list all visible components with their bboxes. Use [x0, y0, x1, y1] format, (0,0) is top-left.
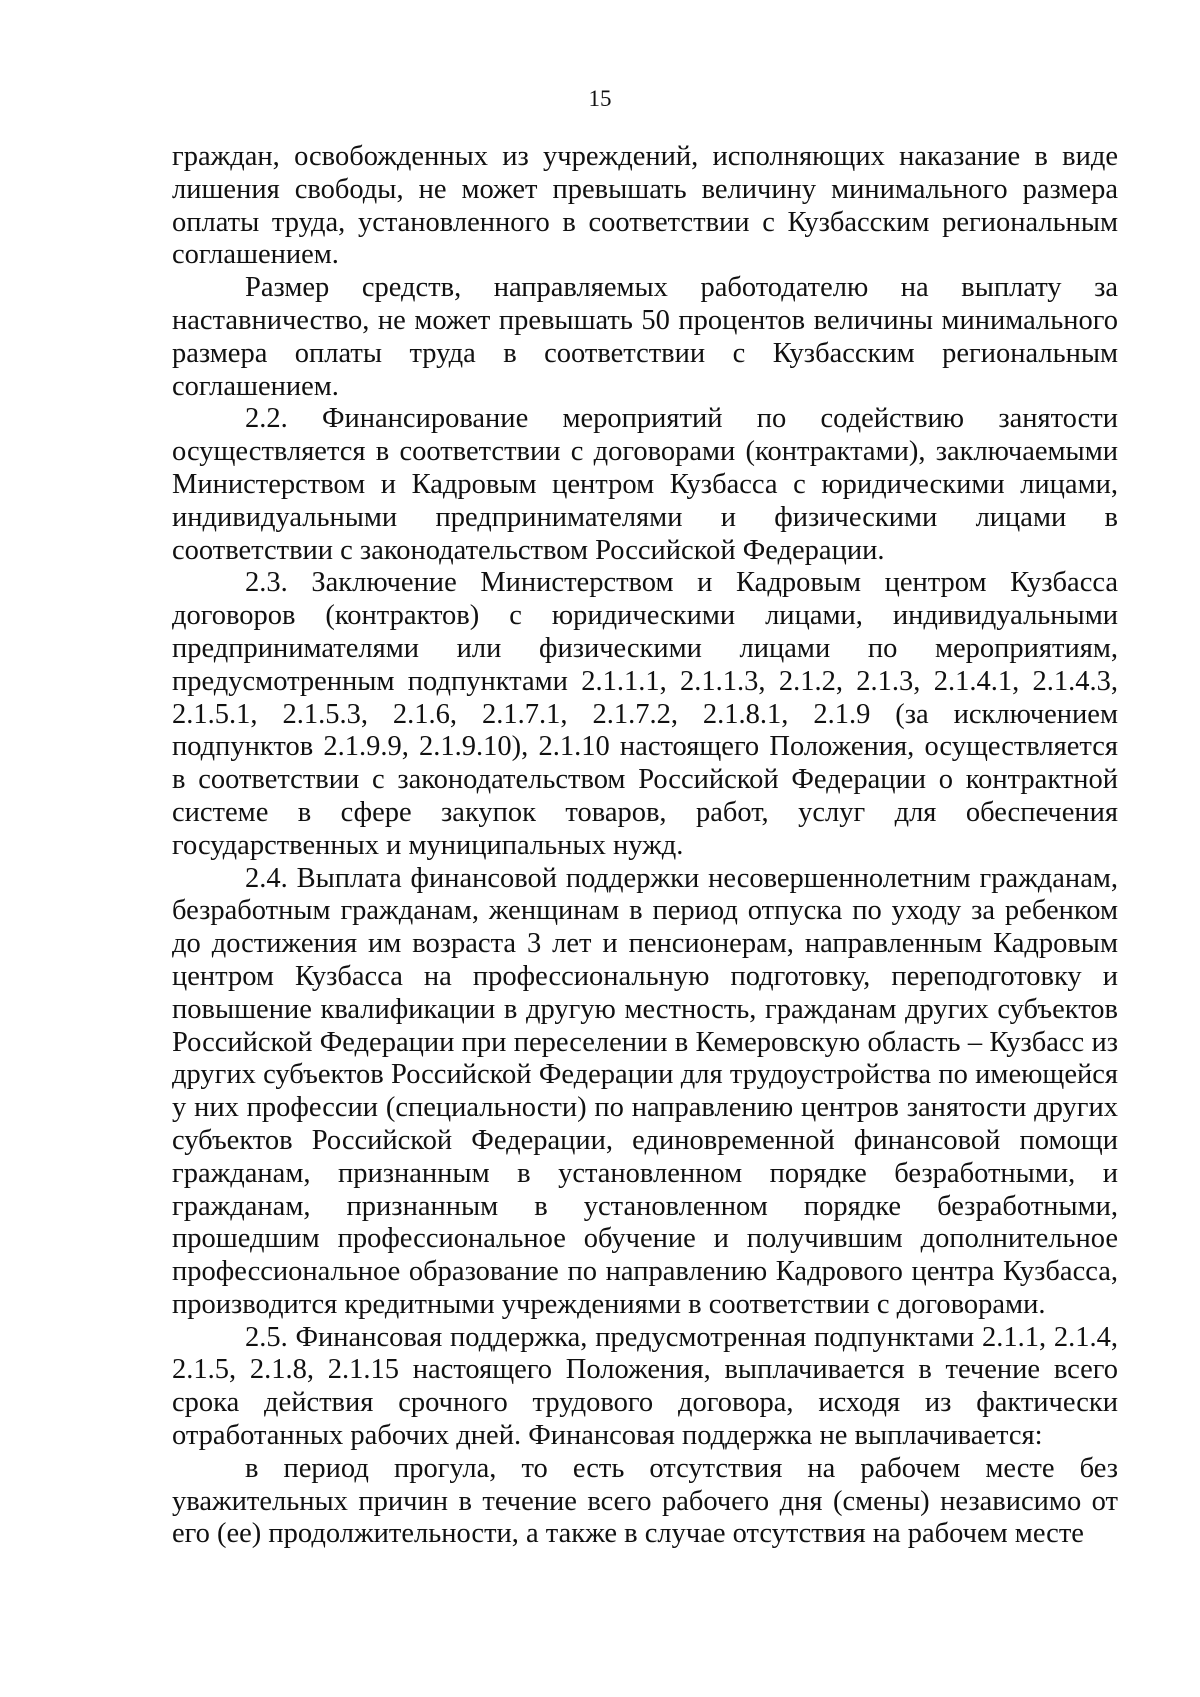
paragraph-2-2: 2.2. Финансирование мероприятий по содействию занятости осуществляется в соответствии с договорами (контрактами), заключаемыми Министерством и Кадровым центром Кузбасса с юридическими лицами, индивидуальными предпринимателями и физическими лицами в соответствии с законодательством Российской Федерации.	[172, 403, 1118, 566]
paragraph-mentorship-limit: Размер средств, направляемых работодателю на выплату за наставничество, не может превышать 50 процентов величины минимального размера оплаты труда в соответствии с Кузбасским региональным соглашением.	[172, 272, 1118, 402]
paragraph-2-3: 2.3. Заключение Министерством и Кадровым центром Кузбасса договоров (контрактов) с юридическими лицами, индивидуальными предпринимателями или физическими лицами по мероприятиям, предусмотренным подпунктами 2.1.1.1, 2.1.1.3, 2.1.2, 2.1.3, 2.1.4.1, 2.1.4.3, 2.1.5.1, 2.1.5.3, 2.1.6, 2.1.7.1, 2.1.7.2, 2.1.8.1, 2.1.9 (за исключением подпунктов 2.1.9.9, 2.1.9.10), 2.1.10 настоящего Положения, осуществляется в соответствии с законодательством Российской Федерации о контрактной системе в сфере закупок товаров, работ, услуг для обеспечения государственных и муниципальных нужд.	[172, 567, 1118, 861]
paragraph-continuation: граждан, освобожденных из учреждений, исполняющих наказание в виде лишения свободы, не может превышать величину минимального размера оплаты труда, установленного в соответствии с Кузбасским региональным соглашением.	[172, 141, 1118, 271]
paragraph-absence: в период прогула, то есть отсутствия на рабочем месте без уважительных причин в течение всего рабочего дня (смены) независимо от его (ее) продолжительности, а также в случае отсутствия на рабочем месте	[172, 1452, 1118, 1550]
page-number: 15	[588, 86, 612, 111]
paragraph-2-4: 2.4. Выплата финансовой поддержки несовершеннолетним гражданам, безработным гражданам, женщинам в период отпуска по уходу за ребенком до достижения им возраста 3 лет и пенсионерам, направленным Кадровым центром Кузбасса на профессиональную подготовку, переподготовку и повышение квалификации в другую местность, гражданам других субъектов Российской Федерации при переселении в Кемеровскую область – Кузбасс из других субъектов Российской Федерации для трудоустройства по имеющейся у них профессии (специальности) по направлению центров занятости других субъектов Российской Федерации, единовременной финансовой помощи гражданам, признанным в установленном порядке безработными, и гражданам, признанным в установленном порядке безработными, прошедшим профессиональное обучение и получившим дополнительное профессиональное образование по направлению Кадрового центра Кузбасса, производится кредитными учреждениями в соответствии с договорами.	[172, 862, 1118, 1320]
document-body	[172, 141, 1118, 1551]
paragraph-2-5: 2.5. Финансовая поддержка, предусмотренная подпунктами 2.1.1, 2.1.4, 2.1.5, 2.1.8, 2.1.15 настоящего Положения, выплачивается в течение всего срока действия срочного трудового договора, исходя из фактически отработанных рабочих дней. Финансовая поддержка не выплачивается:	[172, 1321, 1118, 1452]
